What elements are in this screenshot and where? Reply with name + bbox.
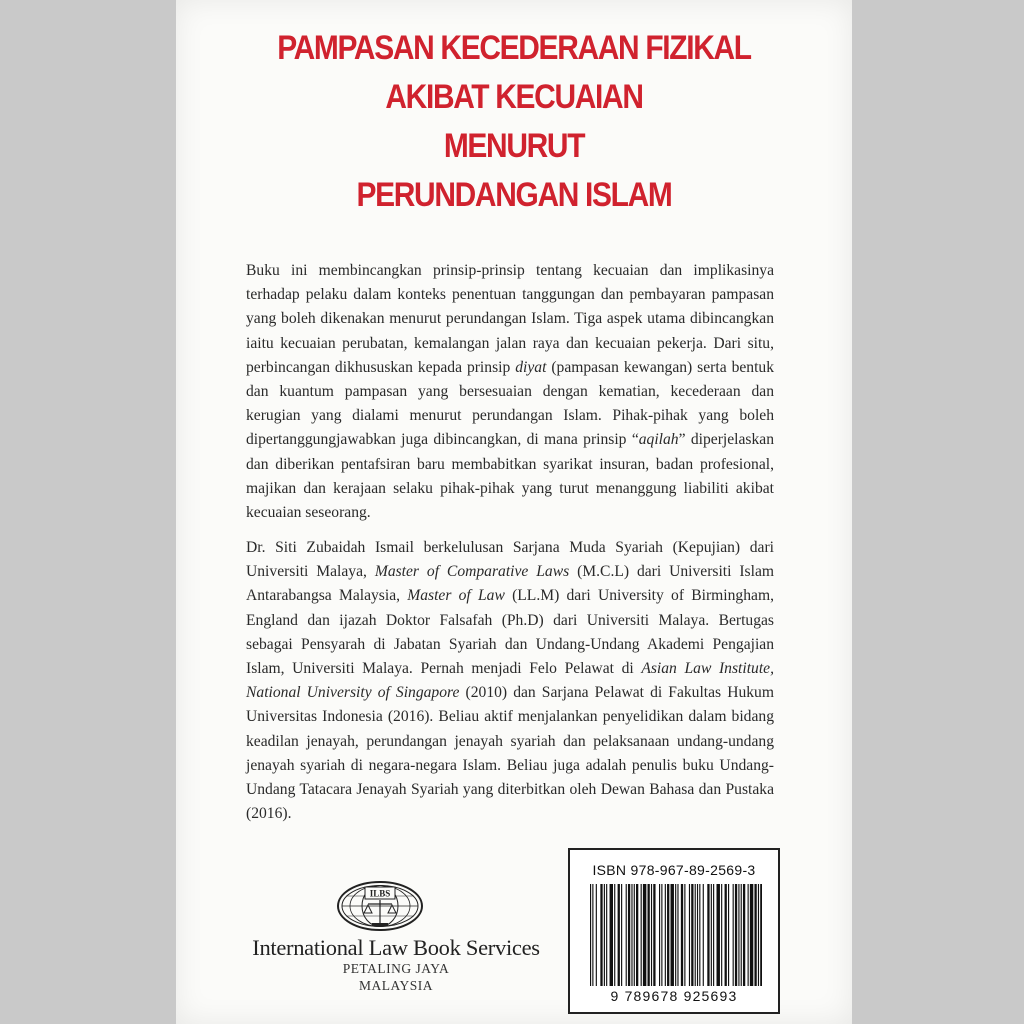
barcode-bar bbox=[667, 884, 669, 986]
barcode-bar bbox=[703, 884, 704, 986]
ilbs-logo-icon bbox=[336, 880, 424, 932]
bio-text-2: (M.C.L) dari Universiti Islam Antarabangsa Malaysia, bbox=[246, 563, 774, 605]
barcode-bar bbox=[626, 884, 627, 986]
barcode-bar bbox=[590, 884, 591, 986]
barcode-bar bbox=[604, 884, 605, 986]
barcode-bar bbox=[636, 884, 638, 986]
barcode-bar bbox=[738, 884, 739, 986]
bio-text-4: (2010) dan Sarjana Pelawat di Fakultas Hukum Universitas Indonesia (2016). Beliau aktif menjalankan penyelidikan dalam bidang keadilan jenayah, perundangan jenayah syariah dan pelaksanaan undang-undang jenayah syariah di negara-negara Islam. Beliau juga adalah penulis buku Undang-Undang Tatacara Jenayah Syariah yang diterbitkan oleh Dewan Bahasa dan Pustaka (2016). bbox=[246, 684, 774, 823]
back-cover bbox=[176, 0, 852, 1024]
title-line-3: MENURUT bbox=[443, 127, 585, 165]
barcode-bar bbox=[600, 884, 602, 986]
barcode-bar bbox=[592, 884, 593, 986]
barcode-bar bbox=[661, 884, 662, 986]
barcode-bar bbox=[677, 884, 678, 986]
barcode-bar bbox=[728, 884, 729, 986]
barcode-bar bbox=[659, 884, 660, 986]
barcode-bar bbox=[725, 884, 727, 986]
barcode-bar bbox=[748, 884, 749, 986]
barcode-icon bbox=[590, 884, 762, 986]
barcode-bar bbox=[743, 884, 745, 986]
barcode-bar bbox=[618, 884, 620, 986]
asian-law-institute: Asian Law Institute, National University of Singapore bbox=[246, 660, 774, 702]
logo-text: ILBS bbox=[369, 888, 391, 899]
title-line-4: PERUNDANGAN ISLAM bbox=[356, 176, 672, 214]
diyat-term: diyat bbox=[515, 358, 547, 376]
barcode-bar bbox=[648, 884, 650, 986]
barcode-bar bbox=[675, 884, 676, 986]
bio-text-1: Dr. Siti Zubaidah Ismail berkelulusan Sarjana Muda Syariah (Kepujian) dari Universiti Malaya, bbox=[246, 539, 774, 581]
publisher-name: International Law Book Services bbox=[252, 935, 540, 960]
barcode-bar bbox=[681, 884, 683, 986]
barcode-bar bbox=[684, 884, 685, 986]
description-text-2: (pampasan kewangan) serta bentuk dan kuantum pampasan yang bersesuaian dengan kematian, kecederaan dan kerugian yang dialami menurut perundangan Islam. Pihak-pihak yang boleh dipertanggungjawabkan juga dibincangkan, di mana prinsip “ bbox=[246, 358, 775, 449]
aqilah-term: aqilah bbox=[638, 431, 679, 449]
barcode-bar bbox=[711, 884, 712, 986]
publisher-country: MALAYSIA bbox=[358, 978, 433, 993]
barcode-bar bbox=[733, 884, 734, 986]
barcode-bar bbox=[697, 884, 698, 986]
bio-text-3: (LL.M) dari University of Birmingham, England dan ijazah Doktor Falsafah (Ph.D) dari Universiti Malaya. Bertugas sebagai Pensyarah di Jabatan Syariah dan Undang-Undang Akademi Pengajian Islam, Universiti Malaya. Pernah menjadi Felo Pelawat di bbox=[246, 587, 774, 678]
barcode-bar bbox=[741, 884, 742, 986]
title-line-2: AKIBAT KECUAIAN bbox=[385, 78, 643, 116]
barcode-bar bbox=[758, 884, 759, 986]
barcode-bar bbox=[721, 884, 722, 986]
mcl-degree: Master of Comparative Laws bbox=[374, 563, 570, 581]
barcode-bar bbox=[628, 884, 630, 986]
title-line-1: PAMPASAN KECEDERAAN FIZIKAL bbox=[277, 29, 751, 67]
barcode-bar bbox=[643, 884, 646, 986]
barcode-bar bbox=[707, 884, 709, 986]
barcode-bar bbox=[621, 884, 622, 986]
barcode-bar bbox=[596, 884, 597, 986]
barcode-bar bbox=[695, 884, 696, 986]
barcode-bar bbox=[634, 884, 635, 986]
barcode-bar bbox=[641, 884, 642, 986]
barcode-bar bbox=[713, 884, 714, 986]
barcode-bar bbox=[671, 884, 674, 986]
barcode-bar bbox=[699, 884, 700, 986]
description-text-1: Buku ini membincangkan prinsip-prinsip tentang kecuaian dan implikasinya terhadap pelaku dalam konteks penentuan tanggungan dan pembayaran pampasan yang boleh dikenakan menurut perundangan Islam. Tiga aspek utama dibincangkan iaitu kecuaian perubatan, kemalangan jalan raya dan kecuaian pekerja. Dari situ, perbincangan dikhususkan kepada prinsip bbox=[246, 262, 774, 376]
isbn-digits: 9 789678 925693 bbox=[610, 988, 738, 1004]
barcode-bar bbox=[760, 884, 762, 986]
author-bio bbox=[246, 536, 774, 826]
barcode-bar bbox=[689, 884, 690, 986]
barcode-bar bbox=[665, 884, 666, 986]
barcode-bar bbox=[651, 884, 652, 986]
llm-degree: Master of Law bbox=[407, 587, 505, 605]
barcode-bar bbox=[735, 884, 737, 986]
publisher-city: PETALING JAYA bbox=[342, 961, 450, 976]
isbn-label: ISBN 978-967-89-2569-3 bbox=[592, 862, 756, 878]
barcode-bar bbox=[614, 884, 615, 986]
description-text-3: ” diperjelaskan dan diberikan pentafsiran baru membabitkan syarikat insuran, badan profesional, majikan dan kerajaan selaku pihak-pihak yang turut menanggung liabiliti akibat kecuaian seseorang. bbox=[246, 431, 774, 522]
barcode-bar bbox=[606, 884, 607, 986]
barcode-bar bbox=[631, 884, 632, 986]
barcode-bar bbox=[750, 884, 753, 986]
book-description bbox=[246, 259, 774, 525]
book-title bbox=[217, 24, 812, 220]
barcode-bar bbox=[717, 884, 720, 986]
barcode-bar bbox=[691, 884, 693, 986]
barcode-bar bbox=[610, 884, 613, 986]
barcode-bar bbox=[653, 884, 655, 986]
barcode-panel bbox=[568, 848, 780, 1014]
barcode-bar bbox=[754, 884, 756, 986]
